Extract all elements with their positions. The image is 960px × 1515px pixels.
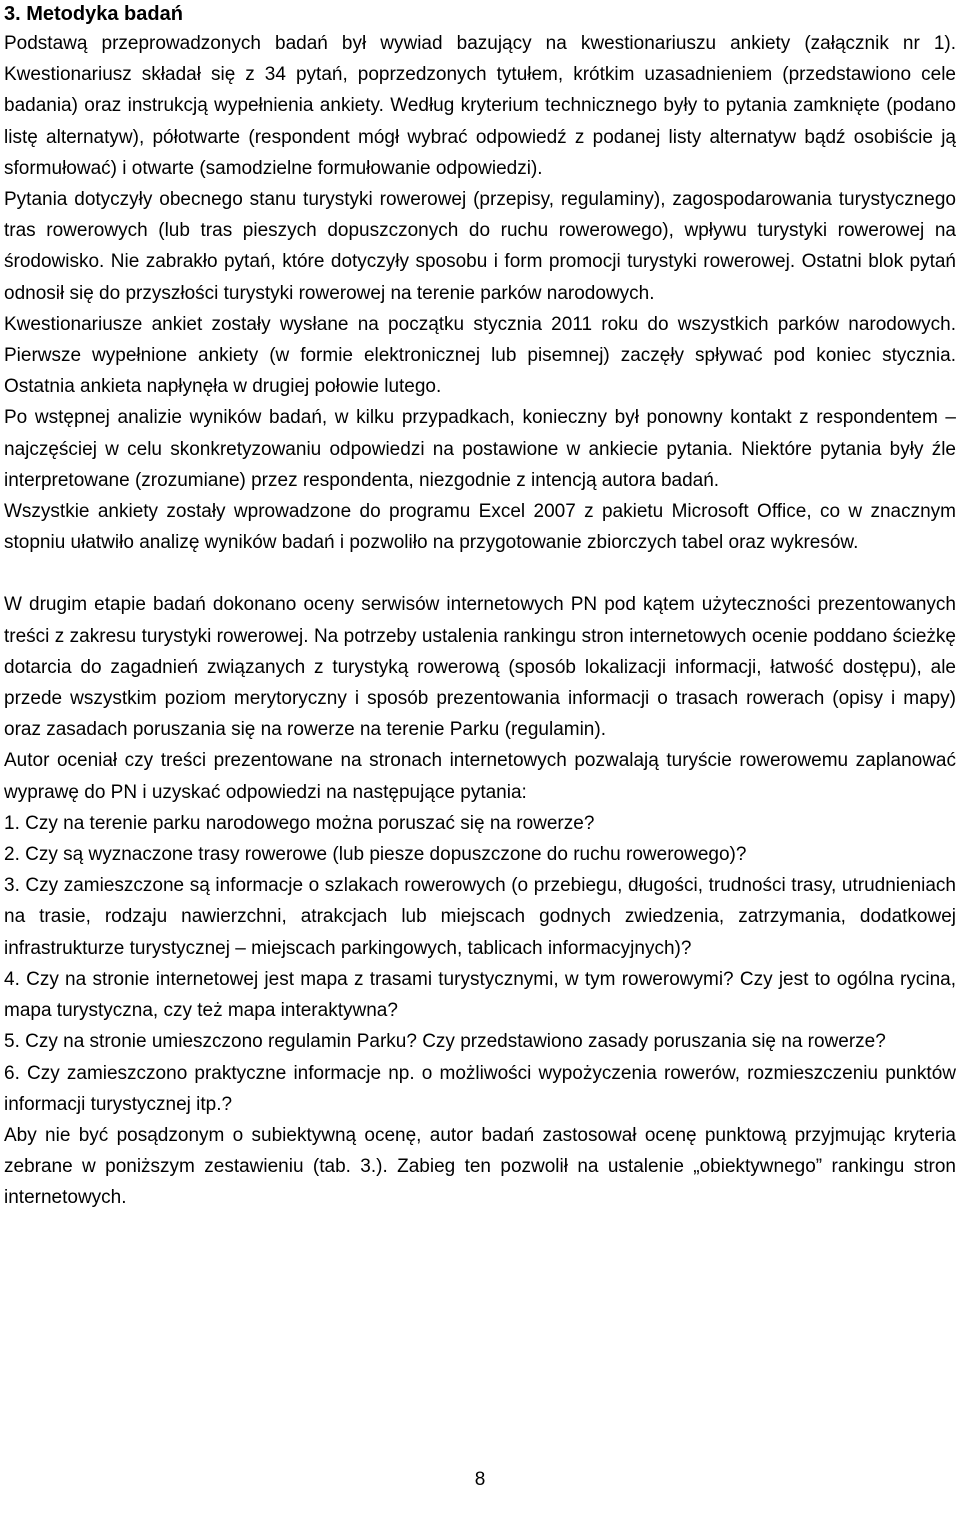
paragraph-scoring-method: Aby nie być posądzonym o subiektywną ocenę, autor badań zastosował ocenę punktową przyjmując kryteria zebrane w poniższym zestawieniu (tab. 3.). Zabieg ten pozwolił na ustalenie „obiektywnego” rankingu stron internetowych. [4, 1124, 956, 1209]
document-page [4, 0, 956, 1214]
list-item-question-5: 5. Czy na stronie umieszczono regulamin Parku? Czy przedstawiono zasady poruszania się na rowerze? [4, 1031, 886, 1053]
paragraph-second-stage: W drugim etapie badań dokonano oceny serwisów internetowych PN pod kątem użyteczności prezentowanych treści z zakresu turystyki rowerowej. Na potrzeby ustalenia rankingu stron internetowych ocenie poddano ścieżkę dotarcia do zagadnień związanych z turystyką rowerową (sposób lokalizacji informacji, łatwość dostępu), ale przede wszystkim poziom merytoryczny i sposób prezentowania informacji o trasach rowerach (opisy i mapy) oraz zasadach poruszania się na rowerze na terenie Parku (regulamin). [4, 594, 956, 741]
list-item-question-4: 4. Czy na stronie internetowej jest mapa z trasami turystycznymi, w tym rowerowymi? Czy jest to ogólna rycina, mapa turystyczna, czy też mapa interaktywna? [4, 968, 956, 1022]
list-item-question-3: 3. Czy zamieszczone są informacje o szlakach rowerowych (o przebiegu, długości, trudności trasy, utrudnieniach na trasie, rodzaju nawierzchni, atrakcjach lub miejscach godnych zwiedzenia, zatrzymania, dodatkowej infrastrukturze turystycznej – miejscach parkingowych, tablicach informacyjnych)? [4, 875, 956, 959]
page-number: 8 [474, 1469, 486, 1490]
paragraph-question-topics: Pytania dotyczyły obecnego stanu turystyki rowerowej (przepisy, regulaminy), zagospodarowania turystycznego tras rowerowych (lub tras pieszych dopuszczonych do ruchu rowerowego), wpływu turystyki rowerowej na środowisko. Nie zabrakło pytań, które dotyczyły sposobu i form promocji turystyki rowerowej. Ostatni blok pytań odnosił się do przyszłości turystyki rowerowej na terenie parków narodowych. [4, 189, 956, 304]
paragraph-evaluation-intro: Autor oceniał czy treści prezentowane na stronach internetowych pozwalają turyście rowerowemu zaplanować wyprawę do PN i uzyskać odpowiedzi na następujące pytania: [4, 750, 956, 803]
list-item-question-6: 6. Czy zamieszczono praktyczne informacje np. o możliwości wypożyczenia rowerów, rozmieszczeniu punktów informacji turystycznej itp.? [4, 1062, 956, 1115]
paragraph-follow-up-contact: Po wstępnej analizie wyników badań, w kilku przypadkach, konieczny był ponowny kontakt z respondentem – najczęściej w celu skonkretyzowaniu odpowiedzi na postawione w ankiecie pytania. Niektóre pytania były źle interpretowane (zrozumiane) przez respondenta, niezgodnie z intencją autora badań. [4, 407, 956, 491]
section-heading: 3. Metodyka badań [4, 3, 183, 25]
paragraph-gap [4, 558, 956, 589]
paragraph-excel-processing: Wszystkie ankiety zostały wprowadzone do programu Excel 2007 z pakietu Microsoft Office, co w znacznym stopniu ułatwiło analizę wyników badań i pozwoliło na przygotowanie zbiorczych tabel oraz wykresów. [4, 501, 956, 554]
paragraph-methodology-basis: Podstawą przeprowadzonych badań był wywiad bazujący na kwestionariuszu ankiety (załącznik nr 1). Kwestionariusz składał się z 34 pytań, poprzedzonych tytułem, krótkim uzasadnieniem (przedstawiono cele badania) oraz instrukcją wypełnienia ankiety. Według kryterium technicznego były to pytania zamknięte (podano listę alternatyw), półotwarte (respondent mógł wybrać odpowiedź z podanej listy alternatyw bądź osobiście ją sformułować) i otwarte (samodzielne formułowanie odpowiedzi). [4, 33, 956, 179]
paragraph-survey-timeline: Kwestionariusze ankiet zostały wysłane na początku stycznia 2011 roku do wszystkich parków narodowych. Pierwsze wypełnione ankiety (w formie elektronicznej lub pisemnej) zaczęły spływać pod koniec stycznia. Ostatnia ankieta napłynęła w drugiej połowie lutego. [4, 313, 956, 398]
list-item-question-1: 1. Czy na terenie parku narodowego można poruszać się na rowerze? [4, 812, 595, 834]
list-item-question-2: 2. Czy są wyznaczone trasy rowerowe (lub piesze dopuszczone do ruchu rowerowego)? [4, 844, 747, 866]
